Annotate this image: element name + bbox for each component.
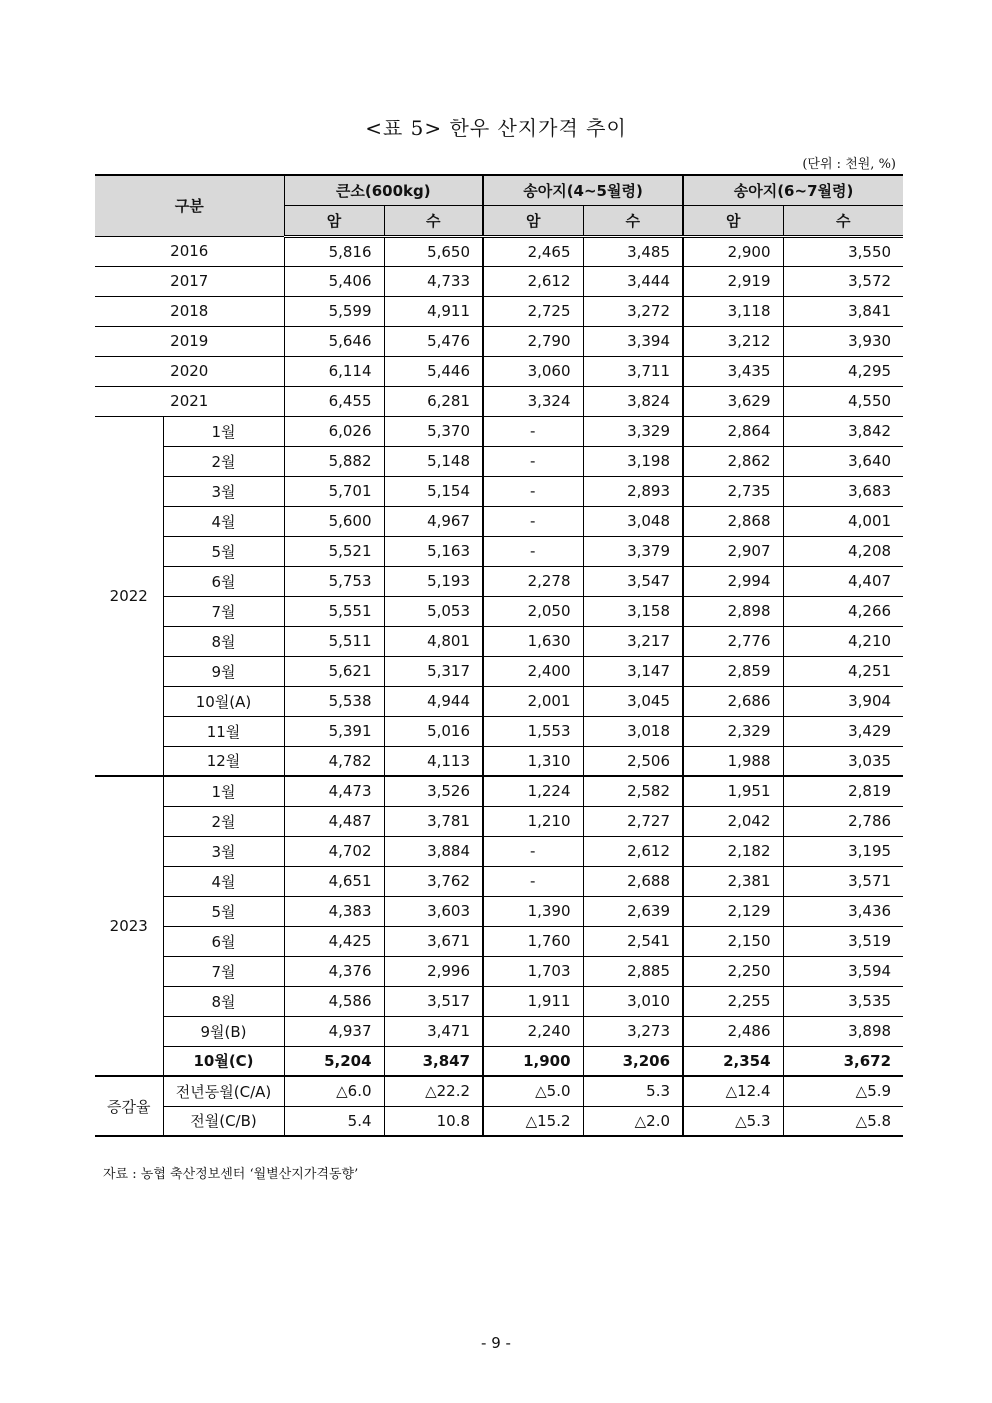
value-cell: 1,210 xyxy=(483,806,583,836)
value-cell: 2,907 xyxy=(683,536,783,566)
value-cell: 1,224 xyxy=(483,776,583,806)
value-cell: 2,893 xyxy=(583,476,683,506)
year-label: 2021 xyxy=(95,386,284,416)
value-cell: 2,506 xyxy=(583,746,683,776)
value-cell: 2,278 xyxy=(483,566,583,596)
header-calf-4-5: 송아지(4~5월령) xyxy=(483,175,683,205)
header-male: 수 xyxy=(583,205,683,236)
value-cell: 2,919 xyxy=(683,266,783,296)
value-cell: 2,994 xyxy=(683,566,783,596)
value-cell: 2,582 xyxy=(583,776,683,806)
value-cell: 2,042 xyxy=(683,806,783,836)
value-cell: 2,819 xyxy=(783,776,903,806)
table-row xyxy=(95,896,903,926)
annual-rows xyxy=(95,236,903,416)
value-cell: 3,519 xyxy=(783,926,903,956)
value-cell: 2,354 xyxy=(683,1046,783,1076)
value-cell: 5,599 xyxy=(284,296,384,326)
value-cell: 4,801 xyxy=(384,626,483,656)
value-cell: 2,129 xyxy=(683,896,783,926)
value-cell: 3,206 xyxy=(583,1046,683,1076)
value-cell: 3,035 xyxy=(783,746,903,776)
value-cell: 4,550 xyxy=(783,386,903,416)
value-cell: 5.4 xyxy=(284,1106,384,1136)
value-cell: 3,379 xyxy=(583,536,683,566)
value-cell: - xyxy=(483,536,583,566)
header-female: 암 xyxy=(483,205,583,236)
value-cell: 6,026 xyxy=(284,416,384,446)
value-cell: 6,281 xyxy=(384,386,483,416)
value-cell: 2,050 xyxy=(483,596,583,626)
value-cell: 5,816 xyxy=(284,236,384,266)
month-label: 4월 xyxy=(163,506,284,536)
header-female: 암 xyxy=(284,205,384,236)
value-cell: 5,600 xyxy=(284,506,384,536)
value-cell: 3,762 xyxy=(384,866,483,896)
month-label: 12월 xyxy=(163,746,284,776)
value-cell: 3,429 xyxy=(783,716,903,746)
value-cell: 3,010 xyxy=(583,986,683,1016)
header-female: 암 xyxy=(683,205,783,236)
value-cell: 5,650 xyxy=(384,236,483,266)
value-cell: 2,329 xyxy=(683,716,783,746)
header-category: 구분 xyxy=(95,175,284,236)
value-cell: 2,900 xyxy=(683,236,783,266)
table-row xyxy=(95,266,903,296)
table-row xyxy=(95,926,903,956)
value-cell: 1,951 xyxy=(683,776,783,806)
value-cell: 2,885 xyxy=(583,956,683,986)
value-cell: 3,485 xyxy=(583,236,683,266)
month-label: 9월 xyxy=(163,656,284,686)
value-cell: 2,541 xyxy=(583,926,683,956)
month-label: 8월 xyxy=(163,986,284,1016)
value-cell: 2,859 xyxy=(683,656,783,686)
price-table xyxy=(95,174,903,1137)
value-cell: 5,521 xyxy=(284,536,384,566)
value-cell: 5,053 xyxy=(384,596,483,626)
change-row-label: 전월(C/B) xyxy=(163,1106,284,1136)
year-label: 2018 xyxy=(95,296,284,326)
value-cell: 4,473 xyxy=(284,776,384,806)
value-cell: 4,295 xyxy=(783,356,903,386)
value-cell: 4,376 xyxy=(284,956,384,986)
value-cell: 4,487 xyxy=(284,806,384,836)
header-male: 수 xyxy=(384,205,483,236)
month-label: 1월 xyxy=(163,416,284,446)
value-cell: 5,446 xyxy=(384,356,483,386)
table-row xyxy=(95,1016,903,1046)
value-cell: 3,683 xyxy=(783,476,903,506)
value-cell: 1,703 xyxy=(483,956,583,986)
table-row xyxy=(95,686,903,716)
month-label: 2월 xyxy=(163,446,284,476)
header-male: 수 xyxy=(783,205,903,236)
value-cell: 4,733 xyxy=(384,266,483,296)
value-cell: 5.3 xyxy=(583,1076,683,1106)
value-cell: 5,511 xyxy=(284,626,384,656)
value-cell: 3,904 xyxy=(783,686,903,716)
value-cell: 3,212 xyxy=(683,326,783,356)
table-row xyxy=(95,446,903,476)
month-label: 10월(C) xyxy=(163,1046,284,1076)
value-cell: 3,198 xyxy=(583,446,683,476)
value-cell: - xyxy=(483,416,583,446)
value-cell: 3,603 xyxy=(384,896,483,926)
value-cell: 2,864 xyxy=(683,416,783,446)
value-cell: 4,944 xyxy=(384,686,483,716)
value-cell: 4,782 xyxy=(284,746,384,776)
value-cell: 4,586 xyxy=(284,986,384,1016)
value-cell: △5.0 xyxy=(483,1076,583,1106)
value-cell: 2,862 xyxy=(683,446,783,476)
table-row xyxy=(95,776,903,806)
value-cell: 2,612 xyxy=(583,836,683,866)
value-cell: 6,455 xyxy=(284,386,384,416)
value-cell: 3,824 xyxy=(583,386,683,416)
value-cell: 5,621 xyxy=(284,656,384,686)
rows-2022 xyxy=(95,416,903,776)
month-label: 2월 xyxy=(163,806,284,836)
value-cell: 5,148 xyxy=(384,446,483,476)
month-label: 10월(A) xyxy=(163,686,284,716)
value-cell: △15.2 xyxy=(483,1106,583,1136)
value-cell: 3,444 xyxy=(583,266,683,296)
value-cell: 1,390 xyxy=(483,896,583,926)
value-cell: 4,266 xyxy=(783,596,903,626)
value-cell: 3,572 xyxy=(783,266,903,296)
value-cell: 3,571 xyxy=(783,866,903,896)
month-label: 3월 xyxy=(163,836,284,866)
table-title: <표 5> 한우 산지가격 추이 xyxy=(365,116,627,140)
value-cell: 2,735 xyxy=(683,476,783,506)
table-row xyxy=(95,1106,903,1136)
value-cell: 3,781 xyxy=(384,806,483,836)
change-group-label: 증감율 xyxy=(95,1076,163,1136)
table-row xyxy=(95,806,903,836)
month-label: 1월 xyxy=(163,776,284,806)
value-cell: △5.8 xyxy=(783,1106,903,1136)
change-row-label: 전년동월(C/A) xyxy=(163,1076,284,1106)
value-cell: 3,842 xyxy=(783,416,903,446)
value-cell: 3,517 xyxy=(384,986,483,1016)
value-cell: 3,147 xyxy=(583,656,683,686)
value-cell: 2,688 xyxy=(583,866,683,896)
value-cell: 3,535 xyxy=(783,986,903,1016)
value-cell: 4,425 xyxy=(284,926,384,956)
value-cell: 2,250 xyxy=(683,956,783,986)
value-cell: 5,163 xyxy=(384,536,483,566)
header-calf-6-7: 송아지(6~7월령) xyxy=(683,175,903,205)
table-row xyxy=(95,356,903,386)
table-row xyxy=(95,326,903,356)
value-cell: 4,651 xyxy=(284,866,384,896)
value-cell: 3,594 xyxy=(783,956,903,986)
table-row xyxy=(95,746,903,776)
month-label: 9월(B) xyxy=(163,1016,284,1046)
year-label: 2019 xyxy=(95,326,284,356)
month-label: 6월 xyxy=(163,926,284,956)
value-cell: △22.2 xyxy=(384,1076,483,1106)
value-cell: 2,639 xyxy=(583,896,683,926)
value-cell: 2,790 xyxy=(483,326,583,356)
value-cell: 4,251 xyxy=(783,656,903,686)
value-cell: - xyxy=(483,866,583,896)
table-header xyxy=(95,175,903,236)
year-label: 2020 xyxy=(95,356,284,386)
value-cell: 3,547 xyxy=(583,566,683,596)
value-cell: △5.3 xyxy=(683,1106,783,1136)
value-cell: 5,016 xyxy=(384,716,483,746)
table-row xyxy=(95,836,903,866)
value-cell: 3,629 xyxy=(683,386,783,416)
value-cell: △6.0 xyxy=(284,1076,384,1106)
value-cell: - xyxy=(483,836,583,866)
table-row xyxy=(95,236,903,266)
value-cell: 4,210 xyxy=(783,626,903,656)
month-label: 5월 xyxy=(163,896,284,926)
value-cell: 1,900 xyxy=(483,1046,583,1076)
month-label: 6월 xyxy=(163,566,284,596)
value-cell: 5,317 xyxy=(384,656,483,686)
table-row xyxy=(95,566,903,596)
value-cell: 3,195 xyxy=(783,836,903,866)
value-cell: - xyxy=(483,476,583,506)
table-row xyxy=(95,416,903,446)
value-cell: 5,406 xyxy=(284,266,384,296)
value-cell: 5,551 xyxy=(284,596,384,626)
value-cell: △5.9 xyxy=(783,1076,903,1106)
table-row xyxy=(95,986,903,1016)
value-cell: 3,640 xyxy=(783,446,903,476)
value-cell: 4,702 xyxy=(284,836,384,866)
change-rows xyxy=(95,1076,903,1136)
value-cell: 2,612 xyxy=(483,266,583,296)
value-cell: 3,324 xyxy=(483,386,583,416)
value-cell: 2,255 xyxy=(683,986,783,1016)
value-cell: 4,113 xyxy=(384,746,483,776)
value-cell: 6,114 xyxy=(284,356,384,386)
value-cell: 4,911 xyxy=(384,296,483,326)
value-cell: 4,407 xyxy=(783,566,903,596)
value-cell: 3,217 xyxy=(583,626,683,656)
value-cell: 3,329 xyxy=(583,416,683,446)
month-label: 4월 xyxy=(163,866,284,896)
value-cell: 3,048 xyxy=(583,506,683,536)
value-cell: △2.0 xyxy=(583,1106,683,1136)
value-cell: 3,671 xyxy=(384,926,483,956)
table-row xyxy=(95,296,903,326)
table-row xyxy=(95,386,903,416)
value-cell: 5,476 xyxy=(384,326,483,356)
value-cell: 3,884 xyxy=(384,836,483,866)
value-cell: 2,727 xyxy=(583,806,683,836)
table-row xyxy=(95,656,903,686)
value-cell: 5,193 xyxy=(384,566,483,596)
value-cell: 2,686 xyxy=(683,686,783,716)
value-cell: 2,868 xyxy=(683,506,783,536)
source-note: 자료 : 농협 축산정보센터 ‘월별산지가격동향’ xyxy=(103,1167,359,1182)
value-cell: 3,550 xyxy=(783,236,903,266)
value-cell: 5,646 xyxy=(284,326,384,356)
value-cell: 5,882 xyxy=(284,446,384,476)
value-cell: 3,018 xyxy=(583,716,683,746)
unit-note: (단위 : 천원, %) xyxy=(802,157,896,172)
table-row xyxy=(95,626,903,656)
value-cell: 1,553 xyxy=(483,716,583,746)
value-cell: 5,391 xyxy=(284,716,384,746)
value-cell: 2,150 xyxy=(683,926,783,956)
value-cell: 2,465 xyxy=(483,236,583,266)
year-label: 2016 xyxy=(95,236,284,266)
value-cell: 1,630 xyxy=(483,626,583,656)
table-row xyxy=(95,1046,903,1076)
value-cell: 3,273 xyxy=(583,1016,683,1046)
value-cell: 3,526 xyxy=(384,776,483,806)
value-cell: - xyxy=(483,506,583,536)
value-cell: - xyxy=(483,446,583,476)
value-cell: 2,776 xyxy=(683,626,783,656)
value-cell: 5,753 xyxy=(284,566,384,596)
value-cell: 1,911 xyxy=(483,986,583,1016)
value-cell: 2,240 xyxy=(483,1016,583,1046)
value-cell: 4,208 xyxy=(783,536,903,566)
value-cell: 5,154 xyxy=(384,476,483,506)
value-cell: 3,435 xyxy=(683,356,783,386)
value-cell: 1,760 xyxy=(483,926,583,956)
table-row xyxy=(95,866,903,896)
table-row xyxy=(95,506,903,536)
value-cell: 1,988 xyxy=(683,746,783,776)
value-cell: 4,967 xyxy=(384,506,483,536)
value-cell: 3,930 xyxy=(783,326,903,356)
table-row xyxy=(95,536,903,566)
value-cell: 2,182 xyxy=(683,836,783,866)
value-cell: 4,383 xyxy=(284,896,384,926)
value-cell: 3,272 xyxy=(583,296,683,326)
value-cell: 2,996 xyxy=(384,956,483,986)
table-row xyxy=(95,956,903,986)
value-cell: 2,001 xyxy=(483,686,583,716)
page-number: - 9 - xyxy=(481,1334,511,1352)
value-cell: 2,381 xyxy=(683,866,783,896)
year-label: 2017 xyxy=(95,266,284,296)
month-label: 8월 xyxy=(163,626,284,656)
value-cell: 4,001 xyxy=(783,506,903,536)
value-cell: 3,841 xyxy=(783,296,903,326)
value-cell: 3,711 xyxy=(583,356,683,386)
value-cell: 5,538 xyxy=(284,686,384,716)
value-cell: 3,471 xyxy=(384,1016,483,1046)
value-cell: 4,937 xyxy=(284,1016,384,1046)
table-row xyxy=(95,596,903,626)
month-label: 3월 xyxy=(163,476,284,506)
header-large-cattle: 큰소(600kg) xyxy=(284,175,483,205)
value-cell: 3,060 xyxy=(483,356,583,386)
year-group-label: 2023 xyxy=(95,776,163,1076)
value-cell: 1,310 xyxy=(483,746,583,776)
value-cell: 3,158 xyxy=(583,596,683,626)
value-cell: 10.8 xyxy=(384,1106,483,1136)
value-cell: 2,486 xyxy=(683,1016,783,1046)
year-group-label: 2022 xyxy=(95,416,163,776)
value-cell: 3,045 xyxy=(583,686,683,716)
value-cell: 3,118 xyxy=(683,296,783,326)
month-label: 5월 xyxy=(163,536,284,566)
table-row xyxy=(95,716,903,746)
table-row xyxy=(95,476,903,506)
value-cell: 2,786 xyxy=(783,806,903,836)
value-cell: 3,847 xyxy=(384,1046,483,1076)
table-row xyxy=(95,1076,903,1106)
value-cell: 2,898 xyxy=(683,596,783,626)
value-cell: 5,701 xyxy=(284,476,384,506)
month-label: 11월 xyxy=(163,716,284,746)
value-cell: 2,725 xyxy=(483,296,583,326)
value-cell: 5,204 xyxy=(284,1046,384,1076)
value-cell: 2,400 xyxy=(483,656,583,686)
value-cell: 3,436 xyxy=(783,896,903,926)
value-cell: 3,898 xyxy=(783,1016,903,1046)
month-label: 7월 xyxy=(163,596,284,626)
value-cell: 3,394 xyxy=(583,326,683,356)
value-cell: △12.4 xyxy=(683,1076,783,1106)
rows-2023 xyxy=(95,776,903,1076)
value-cell: 3,672 xyxy=(783,1046,903,1076)
value-cell: 5,370 xyxy=(384,416,483,446)
month-label: 7월 xyxy=(163,956,284,986)
